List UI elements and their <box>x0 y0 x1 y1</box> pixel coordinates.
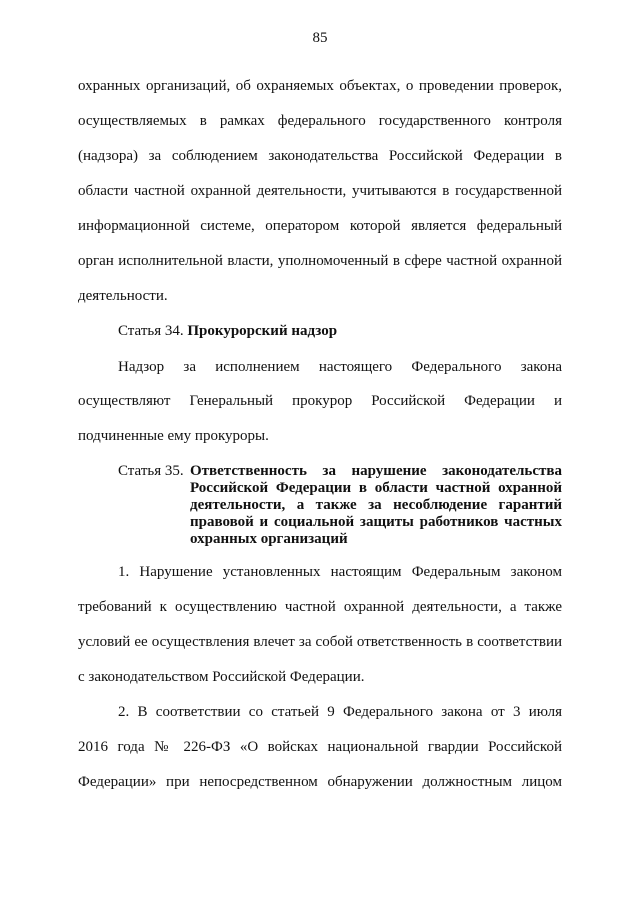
title-line: охранных организаций <box>190 531 348 547</box>
body-text-line: требований к осуществлению частной охранной деятельности, а также <box>78 599 562 615</box>
body-text-line: 2016 года № 226-ФЗ «О войсках национальной гвардии Российской <box>78 739 562 755</box>
body-text-line: подчиненные ему прокуроры. <box>78 428 269 444</box>
body-text-line: деятельности. <box>78 288 168 304</box>
article-label: Статья 35. <box>118 463 184 479</box>
body-text-line: осуществляют Генеральный прокурор Российской Федерации и <box>78 393 562 409</box>
title-line: Ответственность за нарушение законодательства <box>190 463 562 479</box>
body-text-line: Федерации» при непосредственном обнаружении должностным лицом <box>78 774 562 790</box>
article-34-heading <box>118 322 337 340</box>
body-text-line: условий ее осуществления влечет за собой ответственность в соответствии <box>78 634 562 650</box>
body-text-line: охранных организаций, об охраняемых объектах, о проведении проверок, <box>78 78 562 94</box>
body-text-line: информационной системе, оператором которой является федеральный <box>78 218 562 234</box>
body-text-line: 2. В соответствии со статьей 9 Федерального закона от 3 июля <box>118 704 562 720</box>
title-line: Российской Федерации в области частной охранной <box>190 480 562 496</box>
article-title: Прокурорский надзор <box>187 323 338 339</box>
body-text-line: с законодательством Российской Федерации. <box>78 669 365 685</box>
title-line: деятельности, а также за несоблюдение гарантий <box>190 497 562 513</box>
body-text-line: орган исполнительной власти, уполномоченный в сфере частной охранной <box>78 253 562 269</box>
title-line: правовой и социальной защиты работников частных <box>190 514 562 530</box>
body-text-line: осуществляемых в рамках федерального государственного контроля <box>78 113 562 129</box>
article-label: Статья 34. <box>118 323 184 339</box>
body-text-line: (надзора) за соблюдением законодательства Российской Федерации в <box>78 148 562 164</box>
article-title <box>190 463 562 548</box>
body-text-line: 1. Нарушение установленных настоящим Федеральным законом <box>118 564 562 580</box>
body-text-line: Надзор за исполнением настоящего Федерального закона <box>118 359 562 375</box>
page-number: 85 <box>312 30 328 46</box>
body-text-line: области частной охранной деятельности, учитываются в государственной <box>78 183 562 199</box>
